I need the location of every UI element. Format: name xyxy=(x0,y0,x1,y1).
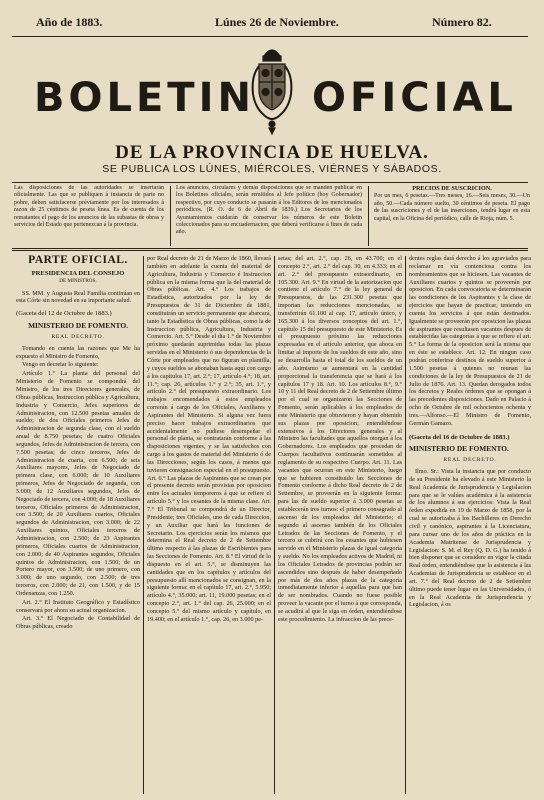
subscription-title: PRECIOS DE SUSCRICION. xyxy=(412,185,492,192)
decree-article: Art. 3.° El Negociado de Contabilidad de Obras públicas, creado xyxy=(16,615,140,631)
gaceta-reference-2: (Gaceta del 16 de Octubre de 1883.) xyxy=(409,433,510,441)
notice-rule-bottom xyxy=(12,248,528,249)
masthead-boletin: BOLETIN xyxy=(34,75,255,121)
column-4 xyxy=(409,255,531,795)
presidency-heading: PRESIDENCIA DEL CONSEJO xyxy=(31,269,125,277)
notice-rule-bottom-2 xyxy=(12,250,528,251)
decree-paragraph: Tomando en cuenta las razones que Me ha expuesto el Ministro de Fomento, xyxy=(16,344,140,360)
gaceta-reference-1: (Gaceta del 12 de Octubre de 1883.) xyxy=(16,310,112,318)
notice-insertions: Las disposiciones de las autoridades se insertarán oficialmente. Las que se publiquen á instancia de parte no pobre, deben satisfacerse préviamente por los interesados á razon de 25 céntimos de peseta línea. Es de cuenta de los rematantes el pago de los anuncios de las subastas de obras y servicios del Estado que pertenezcan á la provincia. xyxy=(14,185,164,229)
column-1 xyxy=(16,255,140,795)
ministry-heading-2: MINISTERIO DE FOMENTO. xyxy=(409,444,509,454)
royal-decree-label-2: REAL DECRETO. xyxy=(443,457,497,464)
column-divider-2 xyxy=(274,256,275,794)
column-3 xyxy=(278,255,402,795)
issue-year: Año de 1883. xyxy=(36,15,103,29)
column-divider-3 xyxy=(405,256,406,794)
ministers-subheading: DE MINISTROS. xyxy=(59,277,97,284)
issue-date: Lúnes 26 de Noviembre. xyxy=(215,15,339,29)
column-4-order: Ilmo. Sr.: Vista la instancia que por conducto de su Presidente ha elevado á este Ministerio la Real Academia de Jurisprudencia y Legislacion para que se le valúes académica á la asistencia de los alumnos á sus ejercicios: Vista la Real órden expedida en 19 de Marzo de 1858, por la cual se autorizaba á los Bachilleres en Derecho civil y canónico, aspirantes á la Licenciatura, para cursar uno de los años de práctica en la Academia Matritense de Jurisprudencia y Legislacion: S. M. el Rey (Q. D. G.) ha tenido á bien disponer que se considere en vigor la citada Real órden, entendiéndose que la asistencia á las Academias de Jurisprudencia se establece en el art. 7.° del Real decreto de 2 de Setiembre último puede tener lugar en las Universidades, ó en la Real Academia de Jurisprudencia y Legislacion, á os xyxy=(409,468,531,609)
notice-announcements: Los anuncios, circulares y demás disposiciones que se manden publicar en los Boletines oficiales, serán remitidos al Jefe político (hoy Gobernador) respectivo, por cuyo conducto se pasarán á los Editores de los mencionados periódicos. (R. O. de 6 de Abril de 1839.) Los Secretarios de los Ayuntamientos cuidarán de conservar los números de este Boletin coleccionados para su encuadernacion, que deberá verificarse á fines de cada año. xyxy=(176,185,362,236)
notice-divider-1 xyxy=(170,186,171,246)
header-rule xyxy=(12,36,528,37)
decree-article: Art. 2.° El Instituto Geográfico y Estadístico conservará por ahora su actual organizacion. xyxy=(16,598,140,614)
column-divider-1 xyxy=(143,256,144,794)
royal-family-note: SS. MM. y Augusta Real Familia continúan en esta Córte sin novedad en su importante salud. xyxy=(16,289,140,305)
decree-article: Artículo 1.° La planta del personal del Ministerio de Fomento se compondrá del Ministro, de los tres Directores generales, de Obras públicas, Instruccion pública y Agricultura, Industria y Comercio, Jefes superiores de Administracion, con 12.500 pesetas anuales de sueldo; de dos Oficiales primeros Jefes de Administracion de segunda clase, con el sueldo anual de 8.750 pesetas; de cuatro Oficiales segundos, Jefes de Administracion de tercera, con 7.500 pesetas; de cinco terceros, Jefes de Administracion de cuarta, con 6.500; de seis Auxiliares mayores, Jefes de Negociado de primera clase, con 6.000; de 10 Auxiliares primeros, Jefes de Negociado de segunda, con 5.000; de 12 Auxiliares segundos, Jefes de Negociado de tercera, con 4.000; de 18 Auxiliares terceros, Oficiales primeros de Administracion, con 3.500; de 20 Auxiliares cuartos, Oficiales segundos de Administracion, con 3.000; de 22 Auxiliares quintos, Oficiales terceros de Administracion, con 2.500; de 23 Aspirantes primeros, Oficiales cuartos de Administracion, con 2.000; de 40 Aspirantes segundos, Oficiales quintos de Administracion, con 1.500; de un Portero mayor, con 3.500; de uno primero, con 3.000; de uno segundo, con 2.500; de tres terceros, con 2.000; de 21, con 1.500, y de 15 Ordenanzas, con 1.250. xyxy=(16,370,140,597)
publication-days: SE PUBLICA LOS LÚNES, MIÉRCOLES, VIÉRNES Y SÁBADOS. xyxy=(102,163,442,175)
province-title: DE LA PROVINCIA DE HUELVA. xyxy=(115,142,429,163)
column-3-text: setas; del art. 2.°, cap. 26, en 43.700; en el concepto 2.°, art. 2.° del cap. 30, en 4.333; en el art. 2.° del presupuesto extraordinario, en 105.300. Art. 9.° En virtud de la autorizacion que contiene el artículo 7.° de la ley general de Presupuestos, de las 231.300 pesetas que importan las reducciones mencionadas, se transferirán 61.100 al cap. 17, artículo único, y 165.300 á los diversos conceptos del art. 1.°, capítulo 15 del presupuesto de este Ministerio. Es el presupuesto próximo las reducciones expresadas en el artículo anterior, que aboca en limitar al importe de los sueldos de este año, sino se desarrolla hasta el total de los sueldos de un año. Asimismo se aumentará en la cantidad proporcional la transferencia que se hará á los capítulos 17 y 18. Art. 10. Los artículos 8.°, 9.° 10 y 11 del Real decreto de 2 de Setiembre último por el cual se organizaron las Secciones de Fomento, serán aplicables á los empleados de este Ministerio que obtuvieron y hayan obtenido sus plazas por oposicion; entendiéndose extensivos á los Directores generales y al Ministro las facultades que aquellos otorgan á los Gobernadores. Los empleados que procedan de Cuerpos facultativos continuarán sometidos al reglamento de su respectivo Cuerpo. Art. 11. Las vacantes que ocurran en este Ministerio, luego que se hubieren constituido las Secciones de Fomento conforme á dicho Real decreto de 2 de Setiembre, se proveerán en la siguiente forma: para las de sueldo superior á 3.000 pesetas se establecerán tres turnos: el primero consagrado al ascenso de los empleados del Ministerio; el segundo al ascenso también de los Oficiales Letrados de las Secciones de Fomento, y el tercero se cubrirá con los cesantes que hubiesen servido en el Ministerio plazas de igual categoría y sueldo. No los empleados activos de Madrid, ni los Oficiales Letrados de provincias podrán ser ascendidos sino después de haber desempeñado por más de dos años plazas de la categoría inmediatamente inferior á aquellas para que han de ser nombrados. Cuando no fuese posible proveer la vacante por el turno á que corresponda, se acudirá al que le siga en órden, entendiéndose este procedimiento. La infraccion de las prece- xyxy=(278,255,402,623)
decree-paragraph: Vengo en decretar lo siguiente: xyxy=(22,361,99,369)
issue-number: Número 82. xyxy=(432,15,492,29)
ministry-heading-1: MINISTERIO DE FOMENTO. xyxy=(28,321,128,331)
issue-header xyxy=(0,15,544,41)
notice-rule-top xyxy=(12,182,528,183)
masthead-oficial: OFICIAL xyxy=(312,75,517,121)
subscription-prices: Por un mes, 6 pesetas.—Tres meses, 16.—Seis meses, 30.—Un año, 50.—Cada número suelto, 30 céntimos de peseta. El pago de las suscriciones y el de las inserciones, tendrá lugar en esta capital, en la Oficina del periódico, calle de Rioja, núm. 5. xyxy=(374,193,530,222)
notice-divider-2 xyxy=(368,186,369,246)
notice-subscription xyxy=(374,185,530,245)
section-heading-parte-oficial: PARTE OFICIAL. xyxy=(28,255,128,266)
coat-of-arms-icon xyxy=(249,42,295,136)
royal-decree-label-1: REAL DECRETO. xyxy=(51,333,105,340)
column-2-text: por Real decreto de 21 de Marzo de 1860, llevará también en adelante la cuenta del material de Agricultura, Industria y Comercio é Instruccion pública en la misma forma que la del material de Obras públicas. Art. 4.° Los trabajos de Estadística, autorizados por la ley de Presupuestos de 31 de Diciembre de 1881, constituirán un servicio permanente que abarcará, tanto la Estadística de Obras públicas, como la de Instruccion pública, Agricultura, Industria y Comercio. Art. 5.° Desde el dia 1.° de Noviembre próximo quedarán suprimidas todas las plazas servidas en el Ministerio ó sus dependencias de la Córte por empleados que no figuran en plantilla, y cuyos sueldos se abonaban hasta aquí con cargo á los capítulos 17, art. 2.°; 17, artículo 4.°; 18, art. 11.°; cap. 26, artículos 1.° y 2.°; 35, art. 1.°, y artículo 2.° del presupuesto extraordinario. Los trabajos encomendados á estos empleados correrán á cargo de los Oficiales, Auxiliares y Aspirantes del Ministerio. Si alguna vez fuera preciso hacer trabajos extraordinarios que accidentalmente no pudiese desempeñar el personal de planta, se contratarán conforme á las disposiciones vigentes, y se las satisfechos con cargo á los gastos de material del Ministerio ó de las Direcciones, según los casos, á menos que tuvieren consignacion especial en el presupuesto. Art. 6.° Las plazas de Aspirantes que se crean por el presente decreto serán provistas por oposicion entre los actuales temporeros á que se refiere el artículo 5.° y los cesantes de la misma clase. Art. 7.° El Tribunal se compondrá de un Director, Presidente; tres Oficiales, uno de cada Direccion, y un Auxiliar que hará las funciones de Secretario. Los ejercicios serán los mismos que determina el Real decreto de 2 de Setiembre último respecto á las plazas de Escribientes para las Secciones de Fomento. Art. 8.° El virtud de lo dispuesto en el art. 5.°, se disminuyen las cantidades que en los capítulos y artículos del presupuesto allí mencionados se consignan, en la siguiente forma: en el capítulo 17, art. 2.°, 5.950; artículo 4.°, 35.000; art. 11, 19.000 pesetas; en el concepto 2.°, art. 1.° del cap. 26, 25.000; en el concepto 5.° del mismo artículo y capítulo, en 19.400; en el artículo 1.°, cap. 26, en 3.000 pe- xyxy=(147,255,271,623)
column-2 xyxy=(147,255,271,795)
column-4-text: dentes reglas dará derecho á los agraviados para reclamar en vía contenciosa contra los nombramientos que se hiciesen. Las vacantes de Auxiliares cuartos y quintos se proveerán por oposicion. En cada convocatoria se determinarán las condiciones de los Aspirantes y la clase de ejercicios que hayan de practicar, teniendo en cuenta los servicios á que están destinados. Igualmente se proveerán por oposicion las plazas de aspirantes que resultasen vacantes despues de establecidas las categorías á que se refiere el art. 5.° La forma de la oposicion será la misma que en éste se establece. Art. 12. En ningun caso podrán conferirse destinos de sueldo superior á 1.500 pesetas á quienes no reunan las condiciones de la ley de Presupuestos de 21 de Julio de 1876. Art. 13. Quedan derogados todos los decretos y Reales órdenes que se opongan á las precedentes disposiciones. Dado en Palacio á ocho de Octubre de mil ochocientos ochenta y tres.—Alfonso.—El Ministro de Fomento, Germán Gamazo. xyxy=(409,255,531,427)
